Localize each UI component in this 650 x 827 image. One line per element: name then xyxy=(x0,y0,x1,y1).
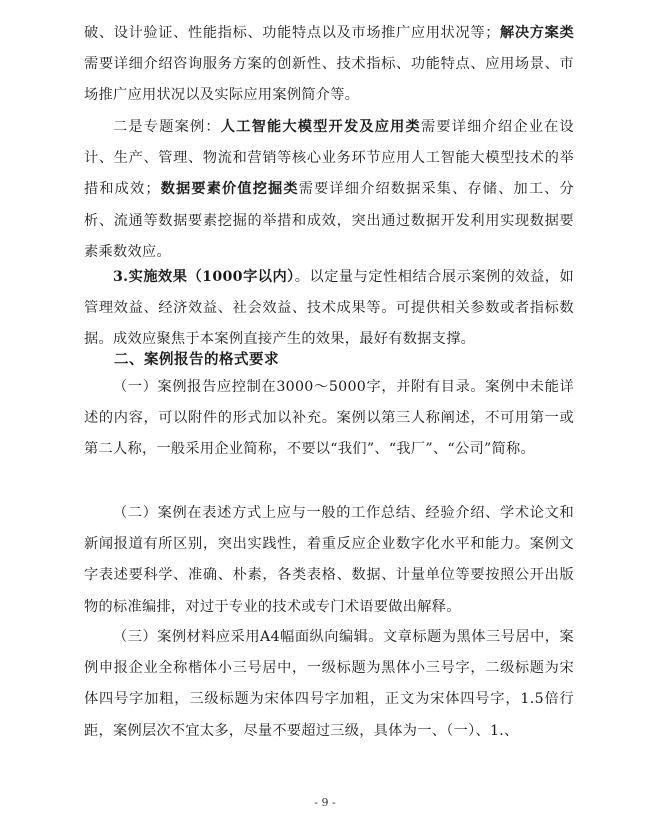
section-heading: 二、案例报告的格式要求 xyxy=(114,351,279,368)
text-run: 。以定量与定性相结合展示案例的效益，如管理效益、经济效益、社会效益、技术成果等。可提供相关参数或者指标数据。成效应聚焦于本案例直接产生的效果，最好有数据支撑。 xyxy=(84,269,574,348)
bold-term-data-value: 数据要素价值挖掘类 xyxy=(159,181,299,198)
paragraph-implementation-effect xyxy=(84,262,574,356)
bold-term-solution-type: 解决方案类 xyxy=(499,25,574,41)
bold-term-implementation-effect: 3.实施效果（1000字以内） xyxy=(113,269,295,285)
paragraph-format-1: （一）案例报告应控制在3000～5000字，并附有目录。案例中未能详述的内容，可以附件的形式加以补充。案例以第三人称阐述，不可用第一或第二人称，一般采用企业简称，不要以“我们”、“我厂”、“公司”简称。 xyxy=(84,379,574,458)
paragraph-solution-type xyxy=(84,18,574,112)
bold-term-ai-model: 人工智能大模型开发及应用类 xyxy=(220,119,421,135)
text-run: 二是专题案例： xyxy=(113,119,221,135)
paragraph-special-cases xyxy=(84,112,574,268)
text-run: 需要详细介绍数据采集、存储、加工、分析、流通等数据要素挖掘的举措和成效，突出通过数据开发利用实现数据要素乘数效应。 xyxy=(84,181,574,260)
text-run: 需要详细介绍咨询服务方案的创新性、技术指标、功能特点、应用场景、市场推广应用状况以及实际应用案例简介等。 xyxy=(84,56,574,104)
text-run: 需要详细介绍企业在设计、生产、管理、物流和营销等核心业务环节应用人工智能大模型技术的举措和成效； xyxy=(84,119,574,198)
text-run: 破、设计验证、性能指标、功能特点以及市场推广应用状况等； xyxy=(84,25,500,41)
paragraph-format-2: （二）案例在表述方式上应与一般的工作总结、经验介绍、学术论文和新闻报道有所区别，突出实践性，着重反应企业数字化水平和能力。案例文字表述要科学、准确、朴素，各类表格、数据、计量单位等要按照公开出版物的标准编排，对过于专业的技术或专门术语要做出解释。 xyxy=(84,505,574,615)
page-number: - 9 - xyxy=(314,796,336,809)
paragraph-format-3: （三）案例材料应采用A4幅面纵向编辑。文章标题为黑体三号居中，案例申报企业全称楷体小三号居中，一级标题为黑体小三号字，二级标题为宋体四号字加粗，三级标题为宋体四号字加粗，正文为宋体四号字，1.5倍行距，案例层次不宜太多，尽量不要超过三级，具体为一、（一）、1.、 xyxy=(84,629,574,739)
